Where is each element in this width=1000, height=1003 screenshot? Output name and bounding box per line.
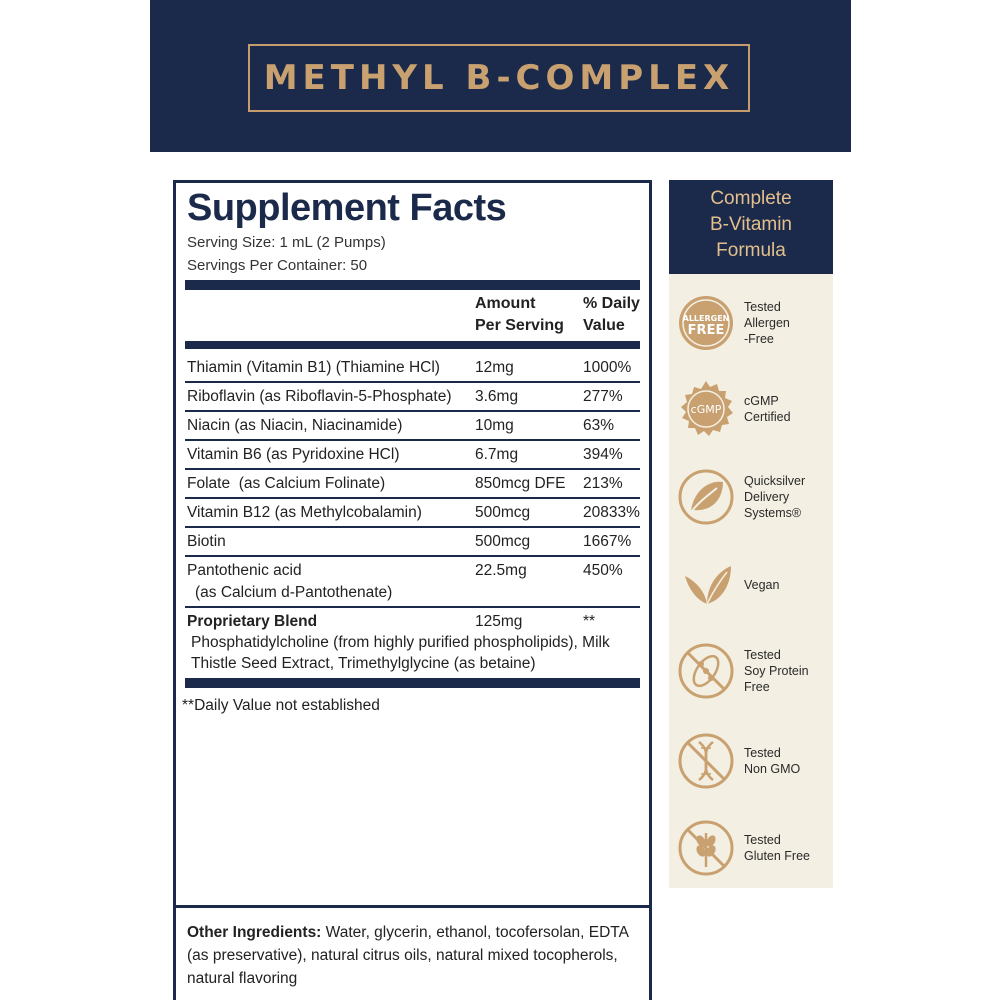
no-gmo-dna-icon (677, 732, 735, 790)
other-ingredients-label: Other Ingredients: (187, 924, 322, 941)
nutrient-dv: 1000% (583, 359, 632, 376)
daily-value-footnote: **Daily Value not established (182, 697, 380, 714)
badge-delivery-systems (669, 468, 833, 538)
nutrient-amount: 500mcg (475, 533, 531, 550)
nutrient-amount: 500mcg (475, 504, 531, 521)
row-divider (185, 381, 640, 383)
nutrient-amount: 10mg (475, 417, 514, 434)
allergen-free-icon (677, 294, 735, 352)
blend-name: Proprietary Blend (187, 613, 318, 630)
blend-description-line1: Phosphatidylcholine (from highly purified phospholipids), Milk (191, 634, 610, 651)
nutrient-dv: 277% (583, 388, 623, 405)
blend-description-line2: Thistle Seed Extract, Trimethylglycine (as betaine) (191, 655, 536, 672)
row-divider (185, 497, 640, 499)
badge-allergen-free (669, 294, 833, 364)
column-amount-header: Amount Per Serving (475, 295, 564, 334)
allergen-icon-text: ALLERGEN (682, 314, 730, 323)
divider-thick (185, 678, 640, 688)
nutrient-name: Biotin (187, 533, 226, 550)
servings-per-container: Servings Per Container: 50 (187, 257, 368, 274)
row-divider (185, 410, 640, 412)
nutrient-name: Pantothenic acid (187, 562, 302, 579)
cgmp-icon-text: cGMP (690, 403, 722, 416)
side-heading: Complete B-Vitamin Formula (669, 180, 833, 274)
divider-thick (185, 280, 640, 290)
nutrient-name: Riboflavin (as Riboflavin-5-Phosphate) (187, 388, 452, 405)
product-title: METHYL B-COMPLEX (263, 58, 735, 98)
nutrient-amount: 850mcg DFE (475, 475, 566, 492)
cgmp-seal-icon (677, 380, 735, 438)
nutrient-dv: 63% (583, 417, 615, 434)
badge-label: Tested Allergen -Free (744, 300, 790, 346)
row-divider (185, 468, 640, 470)
no-gluten-wheat-icon (677, 819, 735, 877)
nutrient-name: Vitamin B12 (as Methylcobalamin) (187, 504, 422, 521)
blend-amount: 125mg (475, 613, 523, 630)
row-divider (185, 555, 640, 557)
nutrient-amount: 3.6mg (475, 388, 519, 405)
nutrient-name: Vitamin B6 (as Pyridoxine HCl) (187, 446, 400, 463)
nutrient-name: Thiamin (Vitamin B1) (Thiamine HCl) (187, 359, 440, 376)
leaf-delivery-icon (677, 468, 735, 526)
serving-size: Serving Size: 1 mL (2 Pumps) (187, 234, 386, 251)
other-ingredients-text: Water, glycerin, ethanol, tocofersolan, EDTA (as preservative), natural citrus oils, natural mixed tocopherols, natural flavoring (187, 924, 629, 987)
vegan-leaf-icon (677, 556, 735, 614)
free-icon-text: FREE (687, 323, 725, 338)
row-divider (185, 439, 640, 441)
badge-label: Vegan (744, 578, 780, 592)
badge-label: Tested Soy Protein Free (744, 648, 809, 694)
facts-title: Supplement Facts (187, 187, 507, 229)
nutrient-dv: 213% (583, 475, 623, 492)
feature-badge-panel (669, 180, 833, 888)
divider-thick (185, 341, 640, 349)
other-ingredients-divider (176, 905, 649, 908)
badge-label: Quicksilver Delivery Systems® (744, 474, 806, 520)
product-title-frame (248, 44, 750, 112)
nutrient-name-detail: (as Calcium d-Pantothenate) (195, 584, 393, 601)
badge-non-gmo (669, 732, 833, 802)
nutrient-name: Folate (as Calcium Folinate) (187, 475, 386, 492)
badge-vegan (669, 556, 833, 626)
supplement-facts-panel (173, 180, 652, 1000)
badge-cgmp (669, 380, 833, 450)
row-divider (185, 526, 640, 528)
row-divider (185, 606, 640, 608)
badge-soy-free (669, 642, 833, 712)
nutrient-amount: 12mg (475, 359, 514, 376)
column-dv-header: % Daily Value (583, 295, 640, 334)
nutrient-dv: 1667% (583, 533, 632, 550)
badge-label: cGMP Certified (744, 394, 791, 424)
nutrient-dv: 394% (583, 446, 623, 463)
badge-gluten-free (669, 819, 833, 889)
nutrient-dv: 20833% (583, 504, 640, 521)
nutrient-name: Niacin (as Niacin, Niacinamide) (187, 417, 403, 434)
nutrient-amount: 6.7mg (475, 446, 519, 463)
other-ingredients (187, 921, 636, 990)
no-soy-icon (677, 642, 735, 700)
header-banner (150, 0, 851, 152)
nutrient-dv: 450% (583, 562, 623, 579)
nutrient-amount: 22.5mg (475, 562, 527, 579)
badge-label: Tested Gluten Free (744, 833, 811, 863)
badge-label: Tested Non GMO (744, 746, 801, 776)
blend-dv: ** (583, 613, 596, 630)
